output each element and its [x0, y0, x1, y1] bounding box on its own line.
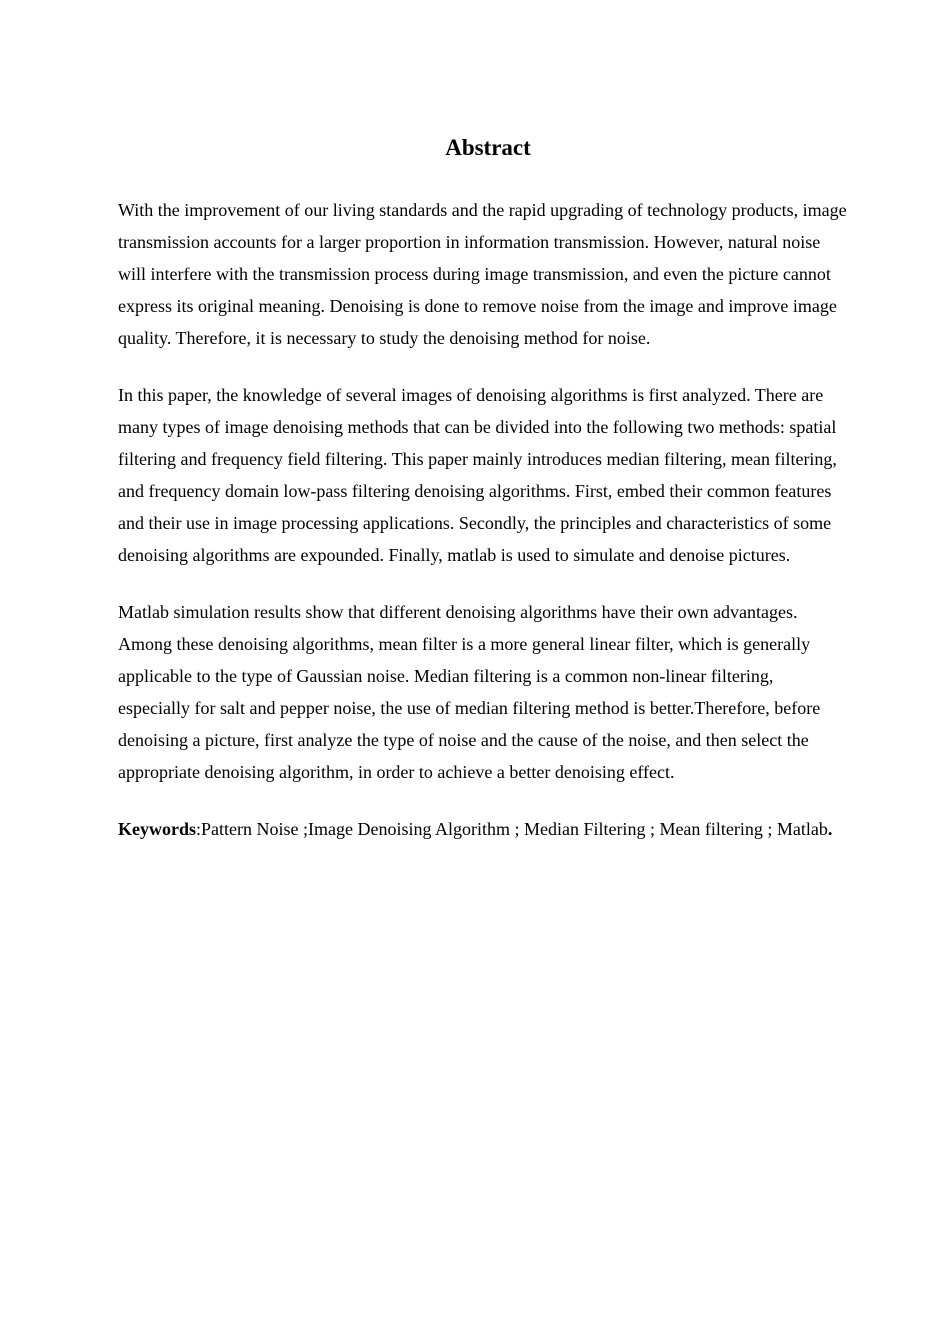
abstract-paragraph-1: With the improvement of our living standards and the rapid upgrading of technology products, image transmission accounts for a larger proportion in information transmission. However, natural noise will interfere with the transmission process during image transmission, and even the picture cannot express its original meaning. Denoising is done to remove noise from the image and improve image quality. Therefore, it is necessary to study the denoising method for noise.	[118, 200, 847, 348]
document-page	[118, 132, 848, 870]
abstract-paragraph-2: In this paper, the knowledge of several images of denoising algorithms is first analyzed. There are many types of image denoising methods that can be divided into the following two methods: spatial filtering and frequency field filtering. This paper mainly introduces median filtering, mean filtering, and frequency domain low-pass filtering denoising algorithms. First, embed their common features and their use in image processing applications. Secondly, the principles and characteristics of some denoising algorithms are expounded. Finally, matlab is used to simulate and denoise pictures.	[118, 385, 837, 565]
keywords-label: Keywords	[118, 819, 196, 839]
keywords-end: .	[827, 819, 833, 839]
keywords-text: :Pattern Noise ;Image Denoising Algorithm ; Median Filtering ; Mean filtering ; Matlab	[196, 819, 828, 839]
abstract-title: Abstract	[445, 135, 531, 160]
keywords-line	[118, 813, 848, 845]
abstract-paragraph-3: Matlab simulation results show that different denoising algorithms have their own advantages. Among these denoising algorithms, mean filter is a more general linear filter, which is generally applicable to the type of Gaussian noise. Median filtering is a common non-linear filtering, especially for salt and pepper noise, the use of median filtering method is better.Therefore, before denoising a picture, first analyze the type of noise and the cause of the noise, and then select the appropriate denoising algorithm, in order to achieve a better denoising effect.	[118, 602, 821, 782]
